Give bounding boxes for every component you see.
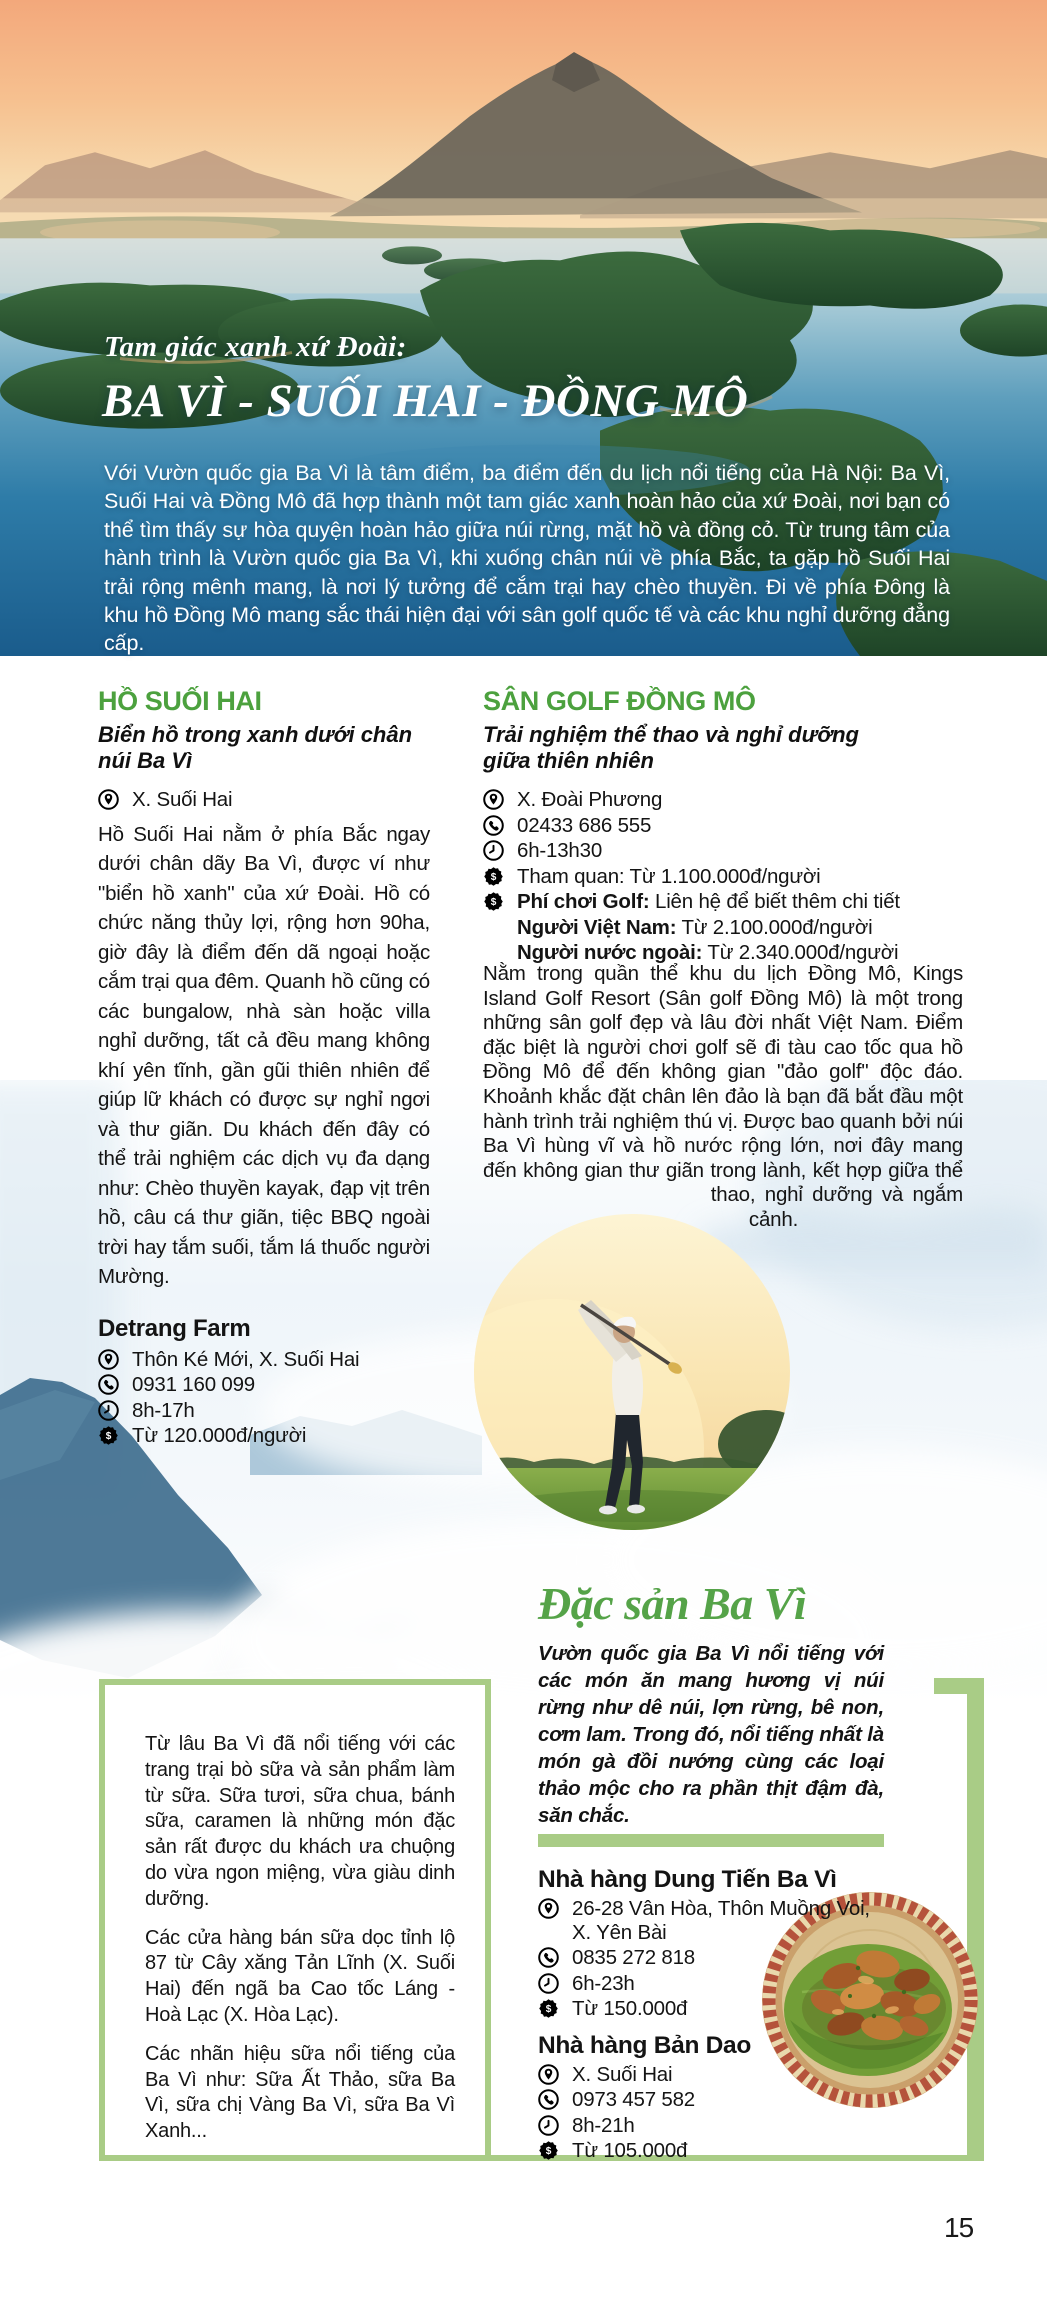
fee-vn-label: Người Việt Nam: [517,915,677,939]
map-pin-icon [538,2064,559,2085]
section-title: HỒ SUỐI HAI [98,686,262,716]
dollar-badge-icon [538,2140,559,2161]
svg-text:$: $ [105,1431,112,1443]
venue-name: Detrang Farm [98,1314,251,1342]
phone-text: 02433 686 555 [517,813,652,837]
price-text: Từ 105.000đ [572,2139,688,2162]
dollar-badge-icon [98,1425,119,1446]
green-bracket-vertical [967,1678,984,2155]
restaurant-name: Nhà hàng Dung Tiến Ba Vì [538,1866,837,1893]
price-row [538,2139,884,2163]
address-row [538,2063,884,2087]
fee-golf-text [517,890,900,914]
fee-foreign-label: Người nước ngoài: [517,941,703,964]
address-text: Thôn Ké Mới, X. Suối Hai [132,1347,360,1371]
body-paragraph: Hồ Suối Hai nằm ở phía Bắc ngay dưới chân dãy Ba Vì, được ví như "biển hồ xanh" của xứ Đoài. Hồ có chức năng thủy lợi, rộng hơn 90ha, giờ đây là điểm đến dã ngoại hoặc cắm trại qua đêm. Quanh hồ cũng có các bungalow, nhà sàn hoặc villa nghỉ dưỡng, tất cả đều mang không khí yên tĩnh, gần gũi thiên nhiên để giúp lữ khách có được sự nghỉ ngơi và thư giãn. Du khách đến đây có thể trải nghiệm các dịch vụ đa dạng như: Chèo thuyền kayak, đạp vịt trên hồ, câu cá thư giãn, tiệc BBQ ngoài trời hay tắm suối, tắm lá thuốc người Mường. [98,822,430,1288]
phone-row [483,814,963,838]
location-text: X. Đoài Phương [517,788,663,811]
fee-golf-row [483,890,963,914]
svg-text:$: $ [545,2004,552,2016]
restaurant-name: Nhà hàng Bản Dao [538,2031,751,2059]
section-title: SÂN GOLF ĐỒNG MÔ [483,686,756,716]
address-row [98,1348,430,1372]
section-ho-suoi-hai [98,686,430,1450]
phone-text: 0973 457 582 [572,2088,696,2111]
hours-row [483,839,963,863]
clock-icon [538,2115,559,2136]
map-pin-icon [483,789,504,810]
fee-golf-value: Liên hệ để biết thêm chi tiết [655,890,900,913]
green-divider-bar [538,1834,884,1847]
fee-visit-text: Tham quan: Từ 1.100.000đ/người [517,864,821,888]
page-title: BA VÌ - SUỐI HAI - ĐỒNG MÔ [102,375,749,427]
hours-text: 8h-17h [132,1398,195,1422]
address-row [538,1897,884,1944]
location-text: X. Suối Hai [132,788,233,811]
dollar-badge-icon [483,866,504,887]
price-text: Từ 120.000đ/người [132,1424,307,1447]
price-row [98,1424,430,1448]
section-subtitle: Trải nghiệm thể thao và nghỉ dưỡng giữa thiên nhiên [483,722,859,773]
phone-icon [483,815,504,836]
fee-visit-row [483,865,963,889]
clock-icon [483,840,504,861]
section-lead-paragraph: Vườn quốc gia Ba Vì nổi tiếng với các món ăn mang hương vị núi rừng như dê núi, lợn rừng, bê non, cơm lam. Trong đó, nổi tiếng nhất là món gà đồi nướng cùng các loại thảo mộc cho ra phần thịt đậm đà, săn chắc. [538,1642,884,1827]
address-text: 26-28 Vân Hòa, Thôn Muồng Voi, X. Yên Bài [572,1897,870,1944]
map-pin-icon [98,789,119,810]
golf-body-text: Nằm trong quần thể khu du lịch Đồng Mô, Kings Island Golf Resort (Sân golf Đồng Mô) là một trong những sân golf đẹp và lâu đời nhất Việt Nam. Điểm đặc biệt là người chơi golf sẽ đi tàu cao tốc qua hồ Đồng Mô để đến không gian "đảo golf" độc đáo. Khoảnh khắc đặt chân lên đảo là bạn đã bắt đầu một hành trình trải nghiệm thú vị. Được bao quanh bởi núi Ba Vì hùng vĩ và hồ nước rộng lớn, nơi đây mang đến không gian thư giãn trong lành, kết hợp giữa thể thao, nghỉ dưỡng và ngắm cảnh. [483,962,963,1231]
clock-icon [538,1973,559,1994]
hours-text: 8h-21h [572,2113,635,2137]
milk-paragraph-1: Từ lâu Ba Vì đã nổi tiếng với các trang trại bò sữa và sản phẩm làm từ sữa. Sữa tươi, sữa chua, bánh sữa, caramen là những món đặc sản rất được du khách ưa chuộng do vừa ngon miệng, vừa giàu dinh dưỡng. [145,1733,455,1910]
location-row [98,788,430,812]
svg-text:$: $ [545,2146,552,2158]
phone-row [98,1373,430,1397]
phone-text: 0835 272 818 [572,1946,696,1969]
dollar-badge-icon [483,891,504,912]
phone-text: 0931 160 099 [132,1373,256,1396]
hours-text: 6h-23h [572,1971,635,1995]
fee-foreign-value: Từ 2.340.000đ/người [707,941,899,964]
location-row [483,788,963,812]
fee-vn-row [517,916,963,941]
fee-golf-label: Phí chơi Golf: [517,890,650,913]
phone-icon [538,2089,559,2110]
hours-text: 6h-13h30 [517,839,603,862]
address-text: X. Suối Hai [572,2062,673,2086]
milk-paragraph-3: Các nhãn hiệu sữa nổi tiếng của Ba Vì như: Sữa Ất Thảo, sữa Ba Vì, sữa chị Vàng Ba Vì, sữa Ba Vì Xanh... [145,2042,455,2143]
svg-text:$: $ [490,897,497,909]
section-dac-san-ba-vi [538,1578,884,2165]
clock-icon [98,1400,119,1421]
page-number: 15 [944,2212,974,2243]
section-title: Đặc sản Ba Vì [538,1578,807,1629]
hours-row [538,1972,884,1996]
svg-text:$: $ [490,871,497,883]
dollar-badge-icon [538,1998,559,2019]
hero-intro-paragraph: Với Vườn quốc gia Ba Vì là tâm điểm, ba điểm đến du lịch nổi tiếng của Hà Nội: Ba Vì, Suối Hai và Đồng Mô đã hợp thành một tam giác xanh hoàn hảo của xứ Đoài, nơi bạn có thể tìm thấy sự hòa quyện hoàn hảo giữa núi rừng, mặt hồ và đồng cỏ. Từ trung tâm của hành trình là Vườn quốc gia Ba Vì, khi xuống chân núi về phía Bắc, ta gặp hồ Suối Hai trải rộng mênh mang, là nơi lý tưởng để cắm trại hay chèo thuyền. Đi về phía Đông là khu hồ Đồng Mô mang sắc thái hiện đại với sân golf quốc tế và các khu nghỉ dưỡng đẳng cấp. [104,461,950,656]
hero-kicker: Tam giác xanh xứ Đoài: [104,331,407,363]
hours-row [538,2114,884,2138]
milk-paragraph-2: Các cửa hàng bán sữa dọc tỉnh lộ 87 từ Cây xăng Tản Lĩnh (X. Suối Hai) đến ngã ba Cao tốc Láng - Hoà Lạc (X. Hòa Lạc). [145,1926,455,2026]
price-row [538,1997,884,2021]
fees-block [483,865,963,966]
dairy-info-box [99,1679,491,2161]
fee-vn-value: Từ 2.100.000đ/người [681,915,873,939]
section-san-golf-dong-mo [483,686,963,1406]
section-subtitle: Biển hồ trong xanh dưới chân núi Ba Vì [98,722,413,773]
hours-row [98,1399,430,1423]
body-paragraph [483,962,963,1522]
hero-photo [0,0,1047,656]
phone-row [538,1946,884,1970]
phone-icon [538,1947,559,1968]
price-text: Từ 150.000đ [572,1997,688,2020]
phone-row [538,2088,884,2112]
phone-icon [98,1374,119,1395]
map-pin-icon [98,1349,119,1370]
map-pin-icon [538,1898,559,1919]
